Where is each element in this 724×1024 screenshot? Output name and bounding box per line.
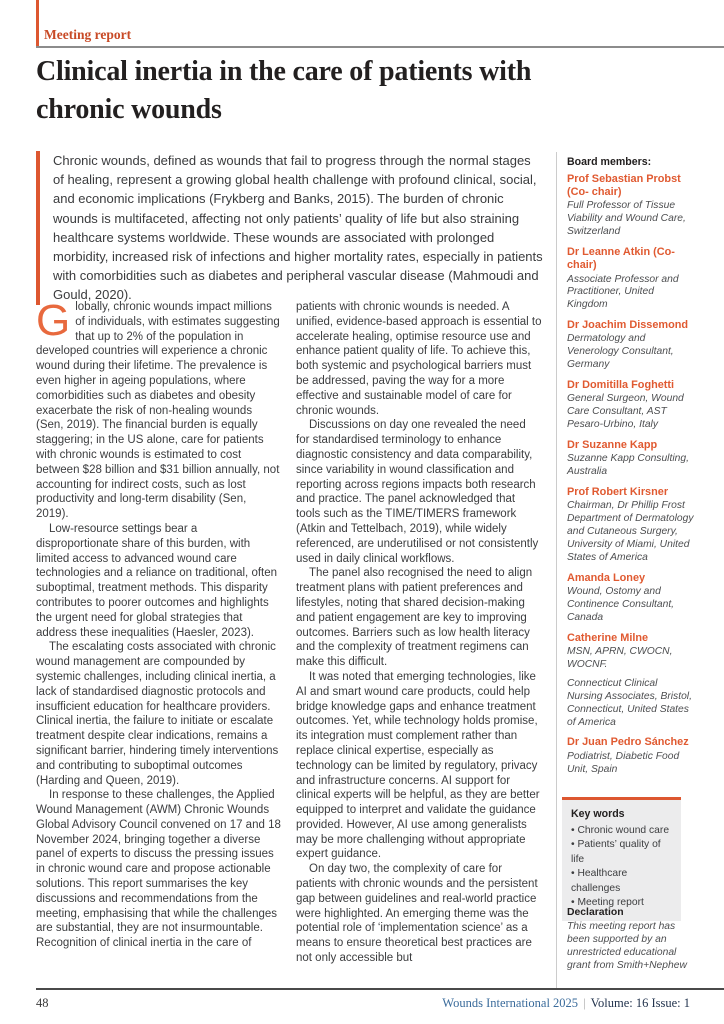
- board-member-role: Suzanne Kapp Consulting, Australia: [567, 453, 689, 478]
- board-member-name: Dr Suzanne Kapp: [567, 439, 658, 452]
- keyword-item: • Chronic wound care: [571, 824, 672, 838]
- sidebar-divider: [556, 152, 557, 988]
- board-member-role: Podiatrist, Diabetic Food Unit, Spain: [567, 750, 680, 775]
- lead-text: lobally, chronic wounds impact millions of individuals, with estimates suggesting that up to 2% of the population in developed countries will experience a chronic wound during their lifetime. The prevalence is even higher in ageing populations, where comorbidities such as diabetes and obesity exacerbate the risk of non-healing wounds (Sen, 2019). The financial burden is equally staggering; in the US alone, care for patients with chronic wounds is estimated to cost between $28 billion and $31 billion annually, not accounting for indirect costs, such as lost productivity and long-term disability (Sen, 2019).: [36, 301, 280, 521]
- board-member-role: Connecticut Clinical Nursing Associates, Bristol, Connecticut, United States of America: [567, 677, 692, 728]
- board-member: [567, 632, 694, 730]
- board-member-role: Chairman, Dr Phillip Frost Department of Dermatology and Cutaneous Surgery, University of Miami, United States of America: [567, 500, 694, 563]
- board-member-name: Dr Juan Pedro Sánchez: [567, 736, 689, 749]
- body-column-2: [296, 300, 542, 966]
- declaration-text: This meeting report has been supported by an unrestricted educational grant from Smith+Nephew: [567, 921, 687, 971]
- footer-rule: [36, 988, 724, 990]
- declaration-section: [567, 907, 694, 972]
- body-paragraph: Discussions on day one revealed the need for standardised terminology to enhance diagnostic consistency and data comparability, since variability in wound classification and reporting across regions impacts both research and practice. The panel acknowledged that tools such as the TIME/TIMERS framework (Atkin and Tettelbach, 2019), while widely referenced, are underutilised or not consistently used in daily clinical workflows.: [296, 419, 539, 565]
- board-member-role: Wound, Ostomy and Continence Consultant, Canada: [567, 586, 675, 623]
- board-member: [567, 736, 694, 776]
- board-member-role: General Surgeon, Wound Care Consultant, AST Pesaro-Urbino, Italy: [567, 393, 684, 431]
- board-member: [567, 439, 694, 479]
- board-member-role: MSN, APRN, CWOCN, WOCNF.: [567, 645, 673, 670]
- article-title: Clinical inertia in the care of patients with chronic wounds: [36, 56, 532, 125]
- board-member: [567, 319, 694, 372]
- abstract-box: Chronic wounds, defined as wounds that fail to progress through the normal stages of healing, represent a growing global health challenge with profound clinical, social, and economic implications (Frykberg and Banks, 2015). The burden of chronic wounds is multifaceted, affecting not only patients’ quality of life but also straining healthcare systems worldwide. These wounds are associated with prolonged morbidity, increased risk of infections and higher mortality rates, especially in patients with comorbidities such as diabetes and peripheral vascular disease (Mahmoudi and Gould, 2020).: [36, 151, 545, 305]
- accent-bar: [36, 0, 39, 46]
- header-rule: [36, 46, 724, 48]
- body-column-1: [36, 296, 282, 966]
- board-member: [567, 246, 694, 312]
- keyword-item: • Patients’ quality of life: [571, 838, 672, 867]
- board-member-name: Dr Joachim Dissemond: [567, 319, 689, 332]
- sidebar-heading: Board members:: [567, 156, 652, 168]
- board-member-role: Full Professor of Tissue Viability and Wound Care, Switzerland: [567, 200, 686, 238]
- board-member-name: Dr Domitilla Foghetti: [567, 379, 675, 392]
- board-member: [567, 486, 694, 565]
- keywords-box: [562, 797, 681, 921]
- footer-separator: |: [583, 996, 586, 1010]
- board-member-role: Associate Professor and Practitioner, United Kingdom: [567, 273, 679, 311]
- keyword-item: • Meeting report: [571, 896, 672, 910]
- page-number: 48: [36, 996, 49, 1010]
- body-paragraph: On day two, the complexity of care for patients with chronic wounds and the persistent gap between guidelines and real-world practice were highlighted. An emerging theme was the potential role of ‘implementation science’ as a means to ensure theoretical best practices are not only accessible but: [296, 863, 538, 965]
- keywords-heading: Key words: [571, 808, 625, 820]
- body-paragraph: The escalating costs associated with chronic wound management are compounded by systemic challenges, including clinical inertia, a lack of standardised diagnostic protocols and insufficient education for healthcare providers. Clinical inertia, the failure to initiate or escalate treatment despite clear indications, remains a significant barrier, hindering timely interventions and contributing to suboptimal outcomes (Harding and Queen, 2019).: [36, 641, 279, 787]
- board-member: [567, 572, 694, 625]
- body-paragraph: patients with chronic wounds is needed. A unified, evidence-based approach is essential to accelerate healing, optimise resource use and enhance patient quality of life. To achieve this, both systemic and psychological barriers must be addressed, paving the way for a more effective and sustainable model of care for chronic wounds.: [296, 301, 542, 417]
- article-body: [36, 296, 542, 966]
- volume-issue: Volume: 16 Issue: 1: [590, 996, 690, 1010]
- body-paragraph: In response to these challenges, the Applied Wound Management (AWM) Chronic Wounds Global Advisory Council convened on 17 and 18 November 2024, bringing together a diverse panel of experts to discuss the pressing issues in chronic wound care and propose actionable solutions. This report summarises the key discussions and recommendations from the meeting, emphasising that while the challenges are substantial, they are not insurmountable. Recognition of clinical inertia in the care of: [36, 789, 281, 950]
- board-member-name: Prof Sebastian Probst (Co- chair): [567, 173, 681, 199]
- board-member-name: Amanda Loney: [567, 571, 646, 584]
- board-member: [567, 379, 694, 432]
- board-member-name: Dr Leanne Atkin (Co- chair): [567, 246, 675, 272]
- body-paragraph: The panel also recognised the need to align treatment plans with patient preferences and lifestyles, noting that shared decision-making and patient engagement are key to improving outcomes. Barriers such as low health literacy and the complexity of treatment regimens can make this difficult.: [296, 567, 533, 669]
- declaration-heading: Declaration: [567, 907, 624, 918]
- drop-cap: G: [36, 296, 71, 345]
- journal-name: Wounds International 2025: [442, 996, 579, 1010]
- board-member-role: Dermatology and Venerology Consultant, Germany: [567, 333, 674, 371]
- footer-citation: [442, 996, 690, 1011]
- board-member-name: Prof Robert Kirsner: [567, 486, 669, 499]
- keyword-item: • Healthcare challenges: [571, 867, 672, 896]
- board-members-sidebar: [567, 156, 694, 783]
- section-kicker: Meeting report: [44, 27, 132, 42]
- board-member: [567, 173, 694, 239]
- lead-paragraph: [36, 296, 282, 522]
- body-paragraph: It was noted that emerging technologies, like AI and smart wound care products, could help bridge knowledge gaps and enhance treatment outcomes. Yet, while technology holds promise, its integration must complement rather than replace clinical expertise, especially as technology can be limited by regulatory, privacy and infrastructure concerns. AI support for clinical experts will be helpful, as they are better equipped to interpret and validate the guidance provided. However, AI use among generalists may be more challenging without appropriate expert guidance.: [296, 670, 540, 861]
- body-paragraph: Low-resource settings bear a disproportionate share of this burden, with limited access to advanced wound care technologies and a reliance on traditional, often suboptimal, treatment methods. This disparity contributes to poorer outcomes and highlights the urgent need for global strategies that address these inequalities (Haesler, 2023).: [36, 522, 278, 639]
- board-member-name: Catherine Milne: [567, 631, 649, 644]
